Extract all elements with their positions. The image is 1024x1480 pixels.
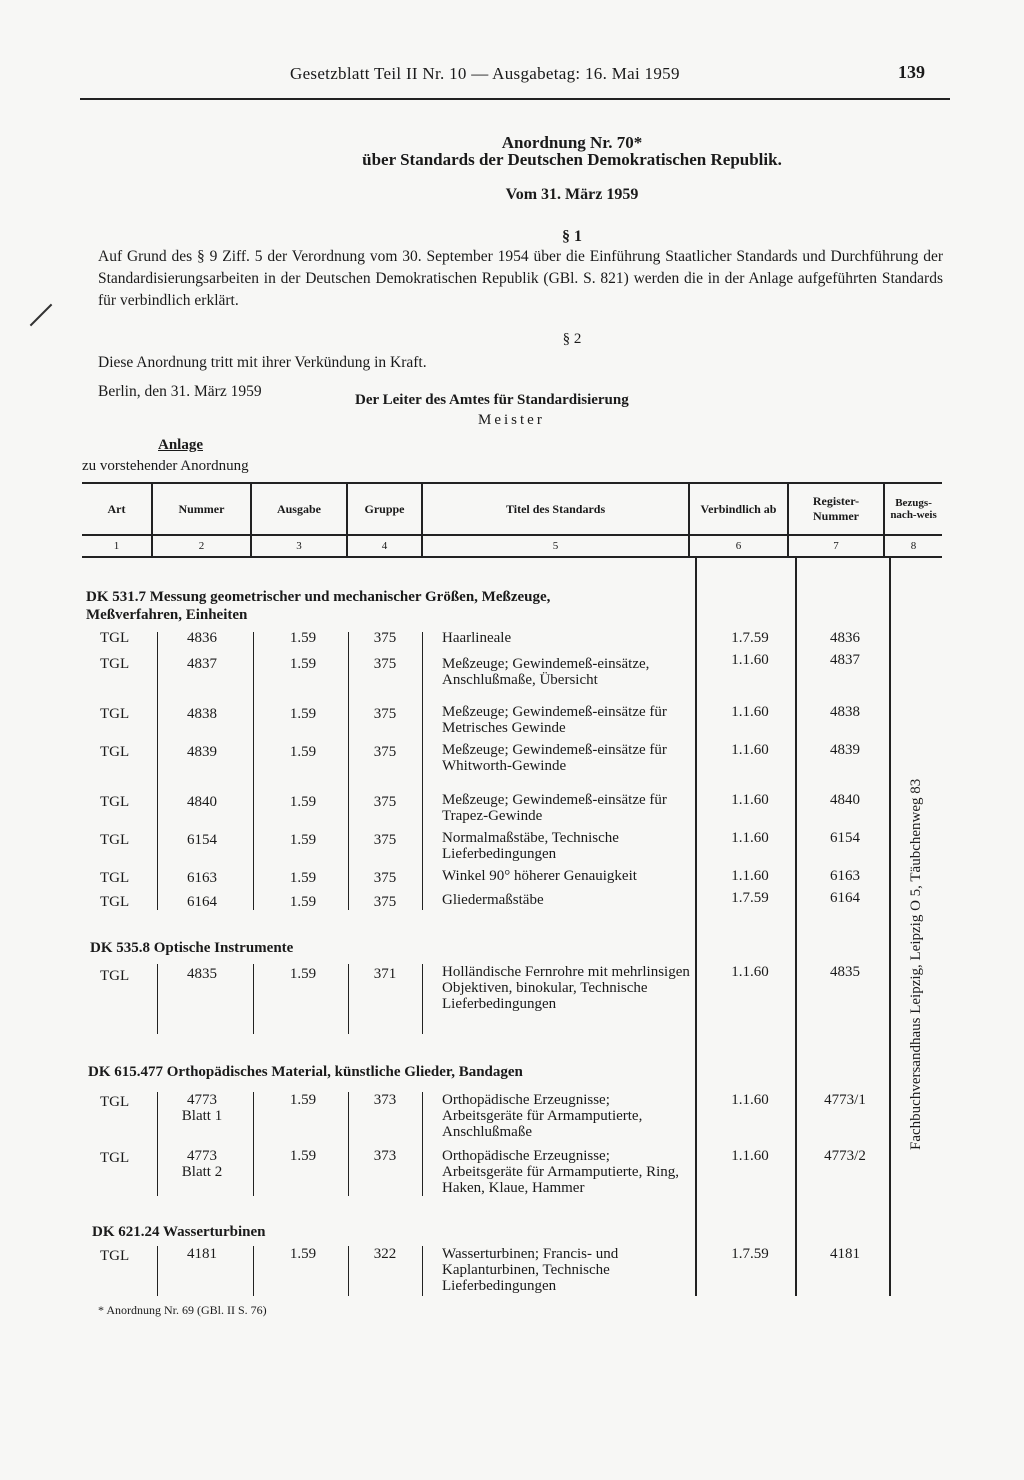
cell-titel: Orthopädische Erzeugnisse; Arbeitsgeräte für Armamputierte, Anschlußmaße xyxy=(442,1092,643,1140)
column-rule xyxy=(422,1246,423,1296)
cell-nummer: 6163 xyxy=(187,870,217,886)
cell-verbindlich: 1.7.59 xyxy=(731,890,769,906)
cell-register: 4840 xyxy=(830,792,860,808)
cell-nummer: 6164 xyxy=(187,894,217,910)
cell-art: TGL xyxy=(100,630,130,646)
col-header-verbindlich: Verbindlich ab xyxy=(689,483,788,535)
cell-titel: Holländische Fernrohre mit mehrlinsigen Objektiven, binokular, Technische Lieferbedingungen xyxy=(442,964,690,1012)
cell-ausgabe: 1.59 xyxy=(289,744,317,760)
col-header-gruppe: Gruppe xyxy=(347,483,422,535)
cell-gruppe: 375 xyxy=(373,794,397,810)
cell-register: 4835 xyxy=(830,964,860,980)
cell-gruppe: 375 xyxy=(373,656,397,672)
column-rule xyxy=(157,964,158,1034)
column-rule xyxy=(253,964,254,1034)
cell-art: TGL xyxy=(100,794,130,810)
cell-nummer: 4773 Blatt 2 xyxy=(181,1148,223,1180)
cell-verbindlich: 1.7.59 xyxy=(731,630,769,646)
paragraph-1-text: Auf Grund des § 9 Ziff. 5 der Verordnung vom 30. September 1954 über die Einführung Staatlicher Standards und Durchführung der Standardisierungsarbeiten in der Deutschen Demokratischen Republik (GBl. S. 821) werden die in der Anlage aufgeführten Standards für verbindlich erklärt. xyxy=(98,248,943,309)
cell-verbindlich: 1.1.60 xyxy=(731,742,769,758)
margin-mark xyxy=(30,304,53,327)
col-number: 7 xyxy=(788,535,884,557)
cell-art: TGL xyxy=(100,894,130,910)
cell-verbindlich: 1.1.60 xyxy=(731,1148,769,1164)
col-header-register: Register-Nummer xyxy=(788,483,884,535)
group-label: DK 621.24 Wasserturbinen xyxy=(92,1224,266,1240)
group-label: DK 531.7 Messung geometrischer und mechanischer Größen, Meßzeuge, Meßverfahren, Einheiten xyxy=(86,589,551,623)
cell-nummer: 4838 xyxy=(187,706,217,722)
cell-titel: Meßzeuge; Gewindemeß-einsätze für Trapez-Gewinde xyxy=(442,792,667,824)
cell-art: TGL xyxy=(100,1094,130,1110)
column-rule xyxy=(889,556,891,1296)
place-date: Berlin, den 31. März 1959 xyxy=(98,383,262,400)
cell-titel: Gliedermaßstäbe xyxy=(442,892,544,908)
col-header-art: Art xyxy=(82,483,152,535)
cell-verbindlich: 1.1.60 xyxy=(731,964,769,980)
group-label: DK 615.477 Orthopädisches Material, künstliche Glieder, Bandagen xyxy=(88,1064,523,1080)
cell-ausgabe: 1.59 xyxy=(289,870,317,886)
cell-art: TGL xyxy=(100,1150,130,1166)
cell-verbindlich: 1.1.60 xyxy=(731,830,769,846)
column-rule xyxy=(422,1092,423,1196)
col-number: 1 xyxy=(82,535,152,557)
column-rule xyxy=(348,964,349,1034)
cell-ausgabe: 1.59 xyxy=(289,966,317,982)
cell-ausgabe: 1.59 xyxy=(289,630,317,646)
cell-nummer: 4839 xyxy=(187,744,217,760)
cell-titel: Winkel 90° höherer Genauigkeit xyxy=(442,868,637,884)
column-rule xyxy=(422,964,423,1034)
doc-date: Vom 31. März 1959 xyxy=(505,186,639,203)
side-note: Fachbuchversandhaus Leipzig, Leipzig O 5, Täubchenweg 83 xyxy=(908,778,924,1150)
cell-verbindlich: 1.1.60 xyxy=(731,792,769,808)
cell-register: 4837 xyxy=(830,652,860,668)
cell-gruppe: 375 xyxy=(373,744,397,760)
cell-gruppe: 373 xyxy=(373,1148,397,1164)
column-rule xyxy=(348,632,349,910)
cell-nummer: 4773 Blatt 1 xyxy=(181,1092,223,1124)
signatory-title: Der Leiter des Amtes für Standardisierung xyxy=(355,392,629,408)
cell-register: 4773/2 xyxy=(824,1148,866,1164)
cell-verbindlich: 1.1.60 xyxy=(731,868,769,884)
col-header-ausgabe: Ausgabe xyxy=(251,483,347,535)
paragraph-2-heading: § 2 xyxy=(562,331,582,347)
cell-verbindlich: 1.1.60 xyxy=(731,652,769,668)
col-header-nummer: Nummer xyxy=(152,483,251,535)
col-number: 2 xyxy=(152,535,251,557)
col-number: 3 xyxy=(251,535,347,557)
doc-subtitle: über Standards der Deutschen Demokratischen Republik. xyxy=(362,150,782,169)
cell-ausgabe: 1.59 xyxy=(289,894,317,910)
cell-nummer: 4835 xyxy=(187,966,217,982)
column-rule xyxy=(157,632,158,910)
standards-table-header xyxy=(82,482,942,558)
cell-gruppe: 371 xyxy=(373,966,397,982)
cell-nummer: 4840 xyxy=(187,794,217,810)
cell-gruppe: 322 xyxy=(373,1246,397,1262)
cell-titel: Meßzeuge; Gewindemeß-einsätze, Anschlußmaße, Übersicht xyxy=(442,656,650,688)
cell-register: 6164 xyxy=(830,890,860,906)
column-rule xyxy=(157,1092,158,1196)
col-number: 6 xyxy=(689,535,788,557)
cell-titel: Orthopädische Erzeugnisse; Arbeitsgeräte für Armamputierte, Ring, Haken, Klaue, Hammer xyxy=(442,1148,680,1196)
column-rule xyxy=(348,1092,349,1196)
col-header-bezug: Bezugs-nach-weis xyxy=(884,483,942,535)
cell-register: 6154 xyxy=(830,830,860,846)
anlage-subheading: zu vorstehender Anordnung xyxy=(82,458,249,474)
cell-verbindlich: 1.1.60 xyxy=(731,704,769,720)
cell-art: TGL xyxy=(100,870,130,886)
cell-register: 4773/1 xyxy=(824,1092,866,1108)
cell-register: 4838 xyxy=(830,704,860,720)
cell-ausgabe: 1.59 xyxy=(289,832,317,848)
cell-gruppe: 375 xyxy=(373,832,397,848)
column-rule xyxy=(253,632,254,910)
paragraph-1-heading: § 1 xyxy=(562,228,582,245)
header-title: Gesetzblatt Teil II Nr. 10 — Ausgabetag: 16. Mai 1959 xyxy=(290,64,680,83)
cell-nummer: 4181 xyxy=(187,1246,217,1262)
column-rule xyxy=(422,632,423,910)
cell-verbindlich: 1.7.59 xyxy=(731,1246,769,1262)
cell-art: TGL xyxy=(100,744,130,760)
cell-gruppe: 375 xyxy=(373,894,397,910)
cell-art: TGL xyxy=(100,706,130,722)
column-rule xyxy=(253,1092,254,1196)
anlage-heading: Anlage xyxy=(158,437,203,453)
group-label: DK 535.8 Optische Instrumente xyxy=(90,940,294,956)
cell-gruppe: 373 xyxy=(373,1092,397,1108)
column-rule xyxy=(695,556,697,1296)
cell-titel: Haarlineale xyxy=(442,630,512,646)
cell-register: 4181 xyxy=(830,1246,860,1262)
cell-gruppe: 375 xyxy=(373,706,397,722)
cell-titel: Wasserturbinen; Francis- und Kaplanturbinen, Technische Lieferbedingungen xyxy=(442,1246,619,1294)
cell-titel: Meßzeuge; Gewindemeß-einsätze für Whitworth-Gewinde xyxy=(442,742,667,774)
column-rule xyxy=(157,1246,158,1296)
cell-gruppe: 375 xyxy=(373,630,397,646)
footnote: * Anordnung Nr. 69 (GBl. II S. 76) xyxy=(98,1303,267,1317)
cell-art: TGL xyxy=(100,968,130,984)
cell-gruppe: 375 xyxy=(373,870,397,886)
col-header-titel: Titel des Standards xyxy=(422,483,689,535)
cell-nummer: 4837 xyxy=(187,656,217,672)
cell-register: 6163 xyxy=(830,868,860,884)
cell-ausgabe: 1.59 xyxy=(289,1092,317,1108)
cell-ausgabe: 1.59 xyxy=(289,1246,317,1262)
cell-art: TGL xyxy=(100,832,130,848)
cell-ausgabe: 1.59 xyxy=(289,794,317,810)
cell-verbindlich: 1.1.60 xyxy=(731,1092,769,1108)
cell-register: 4836 xyxy=(830,630,860,646)
cell-titel: Meßzeuge; Gewindemeß-einsätze für Metrisches Gewinde xyxy=(442,704,667,736)
column-rule xyxy=(348,1246,349,1296)
cell-ausgabe: 1.59 xyxy=(289,1148,317,1164)
column-rule xyxy=(253,1246,254,1296)
cell-ausgabe: 1.59 xyxy=(289,706,317,722)
cell-art: TGL xyxy=(100,656,130,672)
cell-titel: Normalmaßstäbe, Technische Lieferbedingungen xyxy=(442,830,619,862)
cell-nummer: 6154 xyxy=(187,832,217,848)
signatory-name: Meister xyxy=(478,412,545,428)
col-number: 5 xyxy=(422,535,689,557)
paragraph-2-text: Diese Anordnung tritt mit ihrer Verkündung in Kraft. xyxy=(98,354,427,371)
cell-register: 4839 xyxy=(830,742,860,758)
cell-ausgabe: 1.59 xyxy=(289,656,317,672)
doc-title: Anordnung Nr. 70* xyxy=(501,133,643,152)
cell-art: TGL xyxy=(100,1248,130,1264)
col-number: 8 xyxy=(884,535,942,557)
page-number: 139 xyxy=(898,62,925,82)
column-rule xyxy=(795,556,797,1296)
page-header xyxy=(80,62,950,100)
col-number: 4 xyxy=(347,535,422,557)
cell-nummer: 4836 xyxy=(187,630,217,646)
